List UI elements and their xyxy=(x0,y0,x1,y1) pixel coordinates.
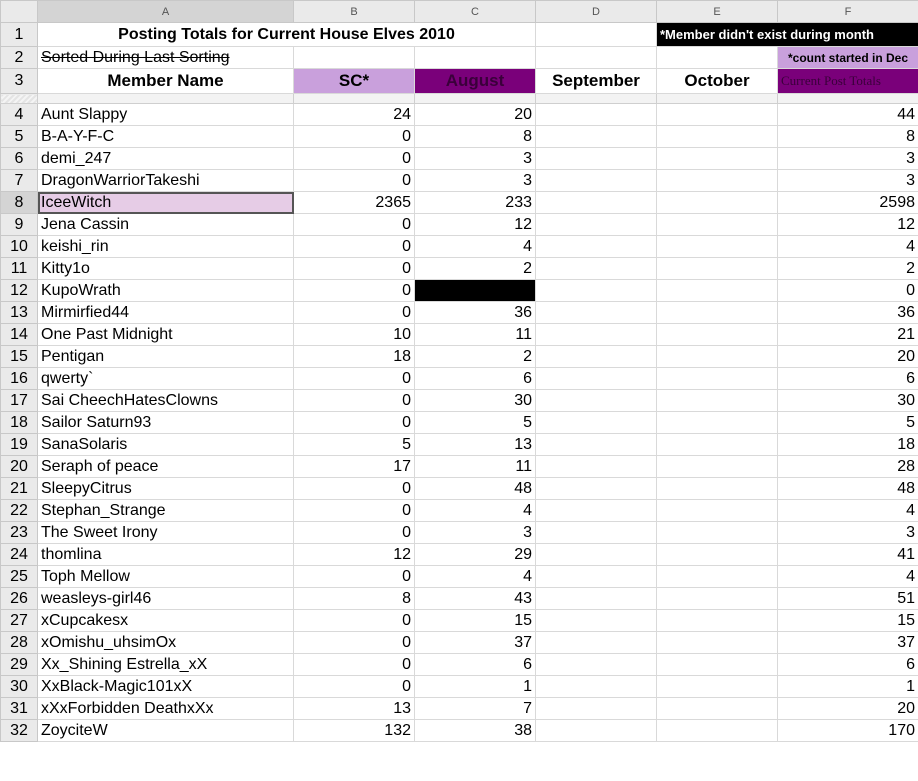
september-cell[interactable] xyxy=(536,258,657,280)
table-row xyxy=(1,478,918,500)
row-number[interactable]: 1 xyxy=(1,23,38,47)
freeze-divider[interactable] xyxy=(1,94,918,104)
member-name-cell[interactable]: demi_247 xyxy=(38,148,294,170)
sc-cell[interactable]: 2365 xyxy=(294,192,415,214)
september-cell[interactable] xyxy=(536,302,657,324)
september-cell[interactable] xyxy=(536,588,657,610)
column-header-b[interactable]: B xyxy=(294,1,415,23)
september-cell[interactable] xyxy=(536,720,657,742)
column-header-row xyxy=(1,1,918,23)
row-number[interactable]: 15 xyxy=(1,346,38,368)
member-name-cell[interactable]: One Past Midnight xyxy=(38,324,294,346)
october-cell[interactable] xyxy=(657,192,778,214)
august-cell[interactable]: 11 xyxy=(415,324,536,346)
table-row xyxy=(1,720,918,742)
table-row xyxy=(1,676,918,698)
row-number[interactable]: 20 xyxy=(1,456,38,478)
october-cell[interactable] xyxy=(657,412,778,434)
september-cell[interactable] xyxy=(536,698,657,720)
member-name-cell[interactable]: Pentigan xyxy=(38,346,294,368)
total-cell[interactable]: 12 xyxy=(778,214,918,236)
row-number[interactable]: 6 xyxy=(1,148,38,170)
october-cell[interactable] xyxy=(657,654,778,676)
cell-d2[interactable] xyxy=(536,47,657,69)
october-cell[interactable] xyxy=(657,720,778,742)
sc-cell[interactable]: 12 xyxy=(294,544,415,566)
member-name-cell[interactable]: B-A-Y-F-C xyxy=(38,126,294,148)
sc-cell[interactable]: 0 xyxy=(294,236,415,258)
total-cell[interactable]: 5 xyxy=(778,412,918,434)
column-header-c[interactable]: C xyxy=(415,1,536,23)
sc-cell[interactable]: 0 xyxy=(294,478,415,500)
freeze-spacer xyxy=(778,94,918,104)
freeze-spacer xyxy=(294,94,415,104)
august-cell[interactable]: 233 xyxy=(415,192,536,214)
august-cell[interactable]: 4 xyxy=(415,500,536,522)
total-cell[interactable]: 51 xyxy=(778,588,918,610)
freeze-handle[interactable] xyxy=(1,94,38,104)
september-cell[interactable] xyxy=(536,412,657,434)
august-cell[interactable]: 2 xyxy=(415,346,536,368)
october-cell[interactable] xyxy=(657,522,778,544)
row-number[interactable]: 28 xyxy=(1,632,38,654)
member-name-cell[interactable]: weasleys-girl46 xyxy=(38,588,294,610)
total-cell[interactable]: 0 xyxy=(778,280,918,302)
table-row xyxy=(1,632,918,654)
member-name-cell[interactable]: The Sweet Irony xyxy=(38,522,294,544)
total-cell[interactable]: 1 xyxy=(778,676,918,698)
sc-cell[interactable]: 0 xyxy=(294,632,415,654)
row-number[interactable]: 11 xyxy=(1,258,38,280)
table-row xyxy=(1,192,918,214)
september-cell[interactable] xyxy=(536,390,657,412)
member-name-cell[interactable]: Toph Mellow xyxy=(38,566,294,588)
row-number[interactable]: 12 xyxy=(1,280,38,302)
august-cell[interactable] xyxy=(415,280,536,302)
row-number[interactable]: 19 xyxy=(1,434,38,456)
member-name-cell[interactable]: Sai CheechHatesClowns xyxy=(38,390,294,412)
october-cell[interactable] xyxy=(657,478,778,500)
total-cell[interactable]: 48 xyxy=(778,478,918,500)
total-cell[interactable]: 21 xyxy=(778,324,918,346)
sheet-title[interactable]: Posting Totals for Current House Elves 2010 xyxy=(38,23,536,47)
august-cell[interactable]: 30 xyxy=(415,390,536,412)
total-cell[interactable]: 2 xyxy=(778,258,918,280)
table-row xyxy=(1,368,918,390)
table-row xyxy=(1,500,918,522)
total-cell[interactable]: 3 xyxy=(778,522,918,544)
row-number[interactable]: 10 xyxy=(1,236,38,258)
total-cell[interactable]: 6 xyxy=(778,654,918,676)
cell-c2[interactable] xyxy=(415,47,536,69)
column-header-a[interactable]: A xyxy=(38,1,294,23)
sc-cell[interactable]: 0 xyxy=(294,390,415,412)
sc-cell[interactable]: 0 xyxy=(294,522,415,544)
september-cell[interactable] xyxy=(536,522,657,544)
table-row xyxy=(1,126,918,148)
september-cell[interactable] xyxy=(536,500,657,522)
table-row xyxy=(1,390,918,412)
row-number[interactable]: 14 xyxy=(1,324,38,346)
row-number[interactable]: 27 xyxy=(1,610,38,632)
october-cell[interactable] xyxy=(657,566,778,588)
total-cell[interactable]: 4 xyxy=(778,566,918,588)
table-row xyxy=(1,412,918,434)
sc-cell[interactable]: 0 xyxy=(294,368,415,390)
august-cell[interactable]: 1 xyxy=(415,676,536,698)
table-row xyxy=(1,258,918,280)
sc-cell[interactable]: 0 xyxy=(294,170,415,192)
row-number[interactable]: 2 xyxy=(1,47,38,69)
october-cell[interactable] xyxy=(657,368,778,390)
total-cell[interactable]: 37 xyxy=(778,632,918,654)
cell-b2[interactable] xyxy=(294,47,415,69)
header-current-post-totals[interactable]: Current Post Totals xyxy=(778,69,918,94)
row-number[interactable]: 3 xyxy=(1,69,38,94)
table-row xyxy=(1,280,918,302)
table-row xyxy=(1,148,918,170)
table-row xyxy=(1,302,918,324)
october-cell[interactable] xyxy=(657,346,778,368)
sc-cell[interactable]: 0 xyxy=(294,302,415,324)
header-sc[interactable]: SC* xyxy=(294,69,415,94)
row-number[interactable]: 23 xyxy=(1,522,38,544)
august-cell[interactable]: 37 xyxy=(415,632,536,654)
total-cell[interactable]: 3 xyxy=(778,148,918,170)
august-cell[interactable]: 12 xyxy=(415,214,536,236)
member-name-cell[interactable]: xOmishu_uhsimOx xyxy=(38,632,294,654)
member-name-cell[interactable]: Stephan_Strange xyxy=(38,500,294,522)
row-number[interactable]: 25 xyxy=(1,566,38,588)
august-cell[interactable]: 6 xyxy=(415,654,536,676)
august-cell[interactable]: 48 xyxy=(415,478,536,500)
freeze-spacer xyxy=(38,94,294,104)
total-cell[interactable]: 4 xyxy=(778,500,918,522)
october-cell[interactable] xyxy=(657,610,778,632)
row-number[interactable]: 26 xyxy=(1,588,38,610)
total-cell[interactable]: 30 xyxy=(778,390,918,412)
member-name-cell[interactable]: Sailor Saturn93 xyxy=(38,412,294,434)
august-cell[interactable]: 15 xyxy=(415,610,536,632)
september-cell[interactable] xyxy=(536,104,657,126)
october-cell[interactable] xyxy=(657,126,778,148)
october-cell[interactable] xyxy=(657,390,778,412)
october-cell[interactable] xyxy=(657,170,778,192)
sc-cell[interactable]: 0 xyxy=(294,500,415,522)
row-number[interactable]: 9 xyxy=(1,214,38,236)
august-cell[interactable]: 43 xyxy=(415,588,536,610)
august-cell[interactable]: 29 xyxy=(415,544,536,566)
september-cell[interactable] xyxy=(536,654,657,676)
member-name-cell[interactable]: qwerty` xyxy=(38,368,294,390)
august-cell[interactable]: 4 xyxy=(415,236,536,258)
sc-cell[interactable]: 132 xyxy=(294,720,415,742)
freeze-spacer xyxy=(657,94,778,104)
september-cell[interactable] xyxy=(536,456,657,478)
table-row xyxy=(1,522,918,544)
table-row xyxy=(1,566,918,588)
table-row xyxy=(1,544,918,566)
august-cell[interactable]: 3 xyxy=(415,522,536,544)
october-cell[interactable] xyxy=(657,148,778,170)
sc-cell[interactable]: 0 xyxy=(294,654,415,676)
member-name-cell[interactable]: Seraph of peace xyxy=(38,456,294,478)
october-cell[interactable] xyxy=(657,214,778,236)
sc-cell[interactable]: 10 xyxy=(294,324,415,346)
september-cell[interactable] xyxy=(536,126,657,148)
september-cell[interactable] xyxy=(536,236,657,258)
table-row xyxy=(1,214,918,236)
member-name-cell[interactable]: IceeWitch xyxy=(38,192,294,214)
cell-e2[interactable] xyxy=(657,47,778,69)
august-cell[interactable]: 38 xyxy=(415,720,536,742)
member-name-cell[interactable]: SleepyCitrus xyxy=(38,478,294,500)
member-name-cell[interactable]: Mirmirfied44 xyxy=(38,302,294,324)
august-cell[interactable]: 3 xyxy=(415,170,536,192)
member-name-cell[interactable]: DragonWarriorTakeshi xyxy=(38,170,294,192)
october-cell[interactable] xyxy=(657,324,778,346)
sc-cell[interactable]: 18 xyxy=(294,346,415,368)
sc-cell[interactable]: 0 xyxy=(294,280,415,302)
october-cell[interactable] xyxy=(657,434,778,456)
header-september[interactable]: September xyxy=(536,69,657,94)
sc-cell[interactable]: 24 xyxy=(294,104,415,126)
october-cell[interactable] xyxy=(657,302,778,324)
september-cell[interactable] xyxy=(536,324,657,346)
table-row xyxy=(1,236,918,258)
member-name-cell[interactable]: Aunt Slappy xyxy=(38,104,294,126)
header-august[interactable]: August xyxy=(415,69,536,94)
legend-black-note[interactable]: *Member didn't exist during month xyxy=(657,23,918,47)
row-number[interactable]: 18 xyxy=(1,412,38,434)
sc-cell[interactable]: 17 xyxy=(294,456,415,478)
august-cell[interactable]: 8 xyxy=(415,126,536,148)
august-cell[interactable]: 20 xyxy=(415,104,536,126)
freeze-spacer xyxy=(415,94,536,104)
total-cell[interactable]: 28 xyxy=(778,456,918,478)
header-october[interactable]: October xyxy=(657,69,778,94)
september-cell[interactable] xyxy=(536,280,657,302)
total-cell[interactable]: 4 xyxy=(778,236,918,258)
member-name-cell[interactable]: thomlina xyxy=(38,544,294,566)
table-row xyxy=(1,654,918,676)
member-name-cell[interactable]: ZoyciteW xyxy=(38,720,294,742)
sc-cell[interactable]: 5 xyxy=(294,434,415,456)
row-number[interactable]: 17 xyxy=(1,390,38,412)
october-cell[interactable] xyxy=(657,104,778,126)
legend-purple-note[interactable]: *count started in Dec xyxy=(778,47,918,69)
row-number[interactable]: 22 xyxy=(1,500,38,522)
row-number[interactable]: 7 xyxy=(1,170,38,192)
september-cell[interactable] xyxy=(536,676,657,698)
row-number[interactable]: 16 xyxy=(1,368,38,390)
total-cell[interactable]: 20 xyxy=(778,346,918,368)
sc-cell[interactable]: 8 xyxy=(294,588,415,610)
october-cell[interactable] xyxy=(657,676,778,698)
august-cell[interactable]: 6 xyxy=(415,368,536,390)
cell-d1[interactable] xyxy=(536,23,657,47)
sc-cell[interactable]: 0 xyxy=(294,412,415,434)
member-name-cell[interactable]: SanaSolaris xyxy=(38,434,294,456)
sc-cell[interactable]: 0 xyxy=(294,258,415,280)
sorted-note[interactable]: Sorted During Last Sorting xyxy=(38,47,294,69)
august-cell[interactable]: 36 xyxy=(415,302,536,324)
september-cell[interactable] xyxy=(536,192,657,214)
table-row xyxy=(1,104,918,126)
september-cell[interactable] xyxy=(536,566,657,588)
sheet-row-3 xyxy=(1,69,918,94)
member-name-cell[interactable]: XxBlack-Magic101xX xyxy=(38,676,294,698)
september-cell[interactable] xyxy=(536,368,657,390)
row-number[interactable]: 4 xyxy=(1,104,38,126)
table-row xyxy=(1,434,918,456)
sc-cell[interactable]: 0 xyxy=(294,214,415,236)
header-member-name[interactable]: Member Name xyxy=(38,69,294,94)
october-cell[interactable] xyxy=(657,236,778,258)
august-cell[interactable]: 3 xyxy=(415,148,536,170)
september-cell[interactable] xyxy=(536,610,657,632)
column-header-f[interactable]: F xyxy=(778,1,918,23)
table-row xyxy=(1,346,918,368)
row-number[interactable]: 21 xyxy=(1,478,38,500)
total-cell[interactable]: 3 xyxy=(778,170,918,192)
total-cell[interactable]: 20 xyxy=(778,698,918,720)
october-cell[interactable] xyxy=(657,456,778,478)
table-row xyxy=(1,610,918,632)
sheet-row-2 xyxy=(1,47,918,69)
total-cell[interactable]: 170 xyxy=(778,720,918,742)
total-cell[interactable]: 15 xyxy=(778,610,918,632)
column-header-e[interactable]: E xyxy=(657,1,778,23)
row-number[interactable]: 13 xyxy=(1,302,38,324)
september-cell[interactable] xyxy=(536,148,657,170)
table-row xyxy=(1,698,918,720)
total-cell[interactable]: 41 xyxy=(778,544,918,566)
total-cell[interactable]: 8 xyxy=(778,126,918,148)
row-number[interactable]: 32 xyxy=(1,720,38,742)
freeze-spacer xyxy=(536,94,657,104)
sc-cell[interactable]: 0 xyxy=(294,610,415,632)
october-cell[interactable] xyxy=(657,500,778,522)
october-cell[interactable] xyxy=(657,544,778,566)
table-row xyxy=(1,170,918,192)
column-header-d[interactable]: D xyxy=(536,1,657,23)
sc-cell[interactable]: 0 xyxy=(294,126,415,148)
member-name-cell[interactable]: KupoWrath xyxy=(38,280,294,302)
october-cell[interactable] xyxy=(657,258,778,280)
august-cell[interactable]: 4 xyxy=(415,566,536,588)
row-number[interactable]: 29 xyxy=(1,654,38,676)
september-cell[interactable] xyxy=(536,346,657,368)
sc-cell[interactable]: 13 xyxy=(294,698,415,720)
august-cell[interactable]: 11 xyxy=(415,456,536,478)
select-all-corner[interactable] xyxy=(1,1,38,23)
sc-cell[interactable]: 0 xyxy=(294,676,415,698)
september-cell[interactable] xyxy=(536,544,657,566)
member-name-cell[interactable]: Jena Cassin xyxy=(38,214,294,236)
table-row xyxy=(1,456,918,478)
row-number[interactable]: 5 xyxy=(1,126,38,148)
october-cell[interactable] xyxy=(657,588,778,610)
row-number[interactable]: 31 xyxy=(1,698,38,720)
table-row xyxy=(1,324,918,346)
september-cell[interactable] xyxy=(536,214,657,236)
sc-cell[interactable]: 0 xyxy=(294,148,415,170)
total-cell[interactable]: 6 xyxy=(778,368,918,390)
august-cell[interactable]: 7 xyxy=(415,698,536,720)
october-cell[interactable] xyxy=(657,280,778,302)
september-cell[interactable] xyxy=(536,632,657,654)
member-name-cell[interactable]: Xx_Shining Estrella_xX xyxy=(38,654,294,676)
total-cell[interactable]: 44 xyxy=(778,104,918,126)
row-number[interactable]: 8 xyxy=(1,192,38,214)
total-cell[interactable]: 2598 xyxy=(778,192,918,214)
september-cell[interactable] xyxy=(536,170,657,192)
september-cell[interactable] xyxy=(536,478,657,500)
october-cell[interactable] xyxy=(657,698,778,720)
total-cell[interactable]: 18 xyxy=(778,434,918,456)
member-name-cell[interactable]: Kitty1o xyxy=(38,258,294,280)
row-number[interactable]: 30 xyxy=(1,676,38,698)
table-row xyxy=(1,588,918,610)
member-name-cell[interactable]: xXxForbidden DeathxXx xyxy=(38,698,294,720)
row-number[interactable]: 24 xyxy=(1,544,38,566)
october-cell[interactable] xyxy=(657,632,778,654)
sheet-row-1 xyxy=(1,23,918,47)
august-cell[interactable]: 13 xyxy=(415,434,536,456)
member-name-cell[interactable]: keishi_rin xyxy=(38,236,294,258)
total-cell[interactable]: 36 xyxy=(778,302,918,324)
september-cell[interactable] xyxy=(536,434,657,456)
sc-cell[interactable]: 0 xyxy=(294,566,415,588)
august-cell[interactable]: 5 xyxy=(415,412,536,434)
member-name-cell[interactable]: xCupcakesx xyxy=(38,610,294,632)
august-cell[interactable]: 2 xyxy=(415,258,536,280)
